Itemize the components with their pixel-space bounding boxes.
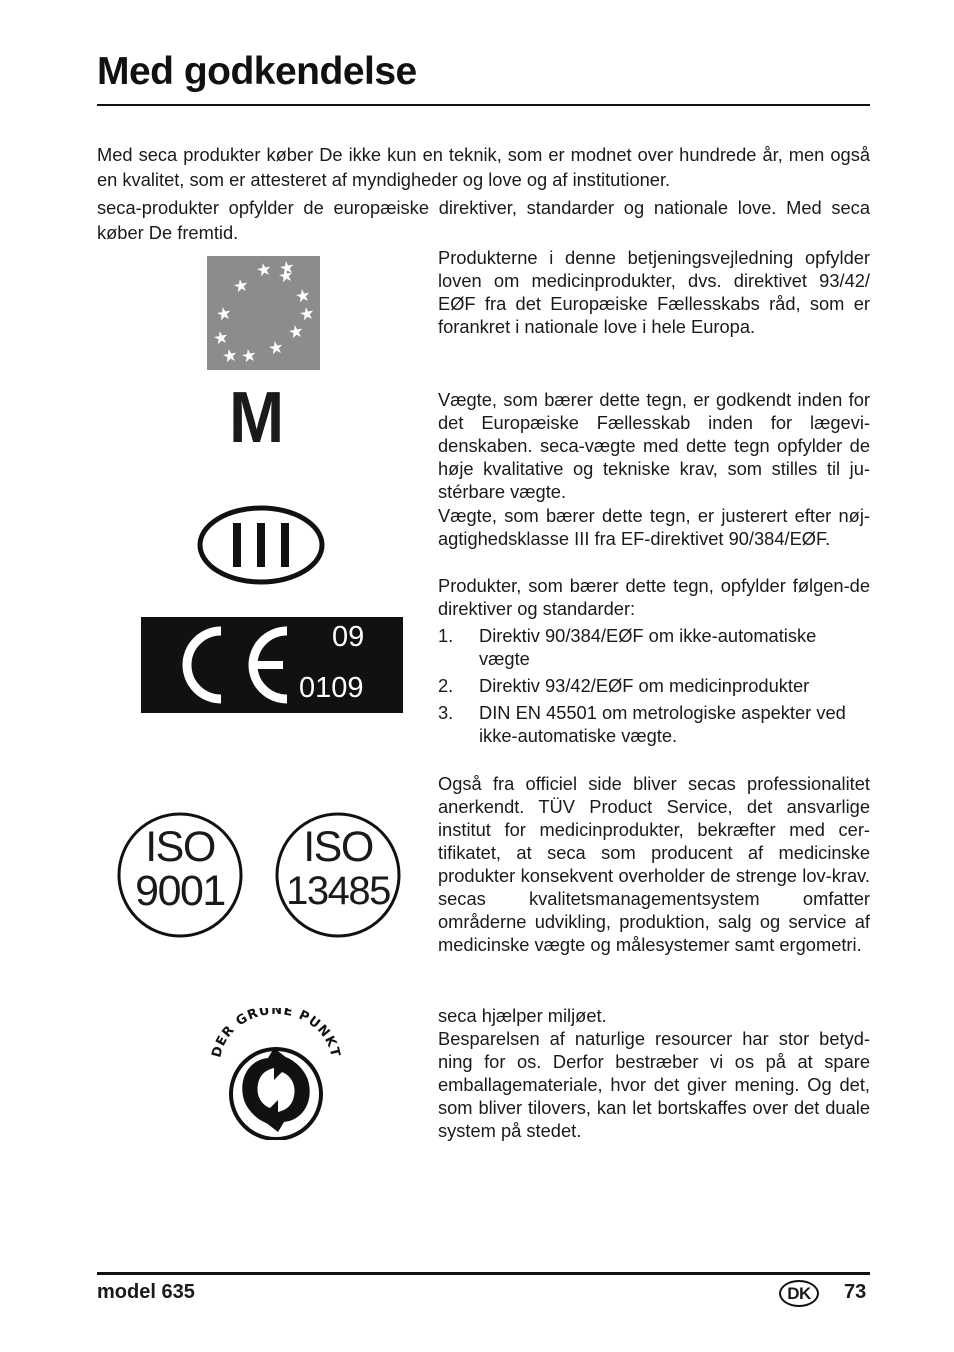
title-divider — [97, 104, 870, 106]
iso-13485-number: 13485 — [286, 869, 390, 913]
green-dot-recycling-icon — [208, 1008, 344, 1140]
page-title: Med godkendelse — [97, 50, 417, 93]
eu-flag-icon — [207, 256, 320, 370]
iso-certification-text: Også fra officiel side bliver secas professionalitet anerkendt. TÜV Product Service, det ansvarlige institut for medicinprodukter, bekræfter med cer-tifikatet, at seca som producent af medicinske produkter konsekvent overholder de strenge lov-krav. secas kvalitetsmanagementsystem omfatter områderne udvikling, produktion, salg og service af medicinske vægte og målesystemer samt ergometri. — [438, 773, 870, 955]
intro-paragraph-2: seca-produkter opfylder de europæiske direktiver, standarder og nationale love. Med seca køber De fremtid. — [97, 197, 870, 243]
iso-13485-seal-icon — [274, 811, 402, 939]
ce-intro-text: Produkter, som bærer dette tegn, opfylder følgen-de direktiver og standarder: — [438, 575, 870, 619]
iso-9001-label: ISO — [145, 823, 215, 871]
footer-model: model 635 — [97, 1281, 195, 1303]
ce-directive-list — [438, 624, 870, 751]
list-item: 1. Direktiv 90/384/EØF om ikke-automatiske vægte — [438, 625, 817, 669]
footer-divider — [97, 1272, 870, 1275]
ce-notified-body-number: 0109 — [299, 672, 364, 704]
list-item: 2. Direktiv 93/42/EØF om medicinprodukter — [438, 675, 810, 696]
ce-mark-icon — [141, 617, 403, 713]
iso-9001-seal-icon — [116, 811, 244, 939]
country-badge: DK — [779, 1280, 819, 1307]
eu-directive-text: Produkterne i denne betjeningsvejledning opfylder loven om medicinprodukter, dvs. direktivet 93/42/ EØF fra det Europæiske Fællesskabs råd, som er forankret i nationale love i hele Europa. — [438, 247, 870, 337]
iso-13485-label: ISO — [303, 823, 373, 871]
page-number: 73 — [844, 1281, 867, 1303]
accuracy-class-iii-icon — [196, 504, 326, 586]
green-dot-title: seca hjælper miljøet. — [438, 1005, 607, 1026]
metrology-m-mark-icon: M — [229, 378, 283, 458]
list-item: 3. DIN EN 45501 om metrologiske aspekter ved ikke-automatiske vægte. — [438, 702, 846, 746]
ce-year-number: 09 — [332, 621, 365, 653]
iso-9001-number: 9001 — [135, 867, 225, 915]
svg-text:DER GRÜNE PUNKT: DER GRÜNE PUNKT — [209, 1008, 343, 1060]
intro-paragraph-1: Med seca produkter køber De ikke kun en teknik, som er modnet over hundrede år, men også en kvalitet, som er attesteret af myndigheder og love og af institutioner. — [97, 144, 870, 190]
class-iii-text: Vægte, som bærer dette tegn, er justerert efter nøj-agtighedsklasse III fra EF-direktivet 90/384/EØF. — [438, 505, 870, 549]
m-mark-text: Vægte, som bærer dette tegn, er godkendt inden for det Europæiske Fællesskab inden for lægevi-denskaben. seca-vægte med dette tegn opfylder de høje kvalitative og tekniske krav, som stilles til ju-stérbare vægte. — [438, 389, 870, 502]
green-dot-text: Besparelsen af naturlige resourcer har stor betyd-ning for os. Derfor bestræber vi os på at spare emballagemateriale, hvor det giver mening. Og det, som bliver tilovers, kan let bortskaffes over det duale system på stedet. — [438, 1028, 870, 1141]
